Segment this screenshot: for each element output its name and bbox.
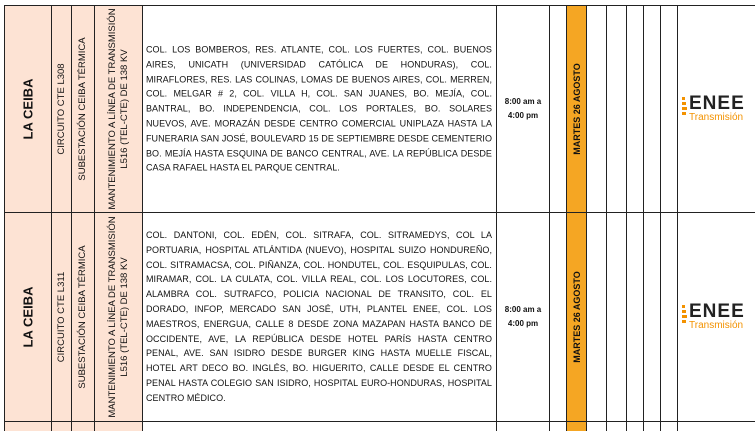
blank-cell bbox=[660, 5, 677, 212]
addresses-cell bbox=[142, 212, 496, 421]
enee-logo-icon bbox=[682, 97, 687, 115]
blank-cell bbox=[586, 5, 606, 212]
blank-cell bbox=[643, 421, 660, 431]
enee-logo-icon bbox=[682, 305, 687, 323]
substation-cell bbox=[71, 212, 94, 421]
time-end: 4:00 pm bbox=[507, 111, 539, 120]
maintenance-label bbox=[107, 8, 131, 209]
time-cell bbox=[496, 212, 549, 421]
outage-row-1 bbox=[0, 5, 755, 212]
date-cell bbox=[566, 212, 586, 421]
maintenance-line-2: L516 (TEL-CTE) DE 138 KV bbox=[118, 49, 130, 169]
logo-cell bbox=[677, 5, 755, 212]
maintenance-cell bbox=[94, 421, 142, 431]
blank-cell bbox=[660, 212, 677, 421]
blank-cell bbox=[586, 212, 606, 421]
logo-subtitle: Transmisión bbox=[689, 112, 744, 123]
substation-cell bbox=[71, 5, 94, 212]
blank-cell bbox=[606, 421, 626, 431]
city-cell bbox=[4, 212, 51, 421]
logo-name: ENEE bbox=[689, 301, 745, 322]
outage-row-2 bbox=[0, 212, 755, 421]
blank-cell bbox=[586, 421, 606, 431]
time-start: 8:00 am a bbox=[504, 97, 542, 106]
maintenance-line-1: MANTENIMIENTO A LÍNEA DE TRANSMISIÓN bbox=[106, 216, 118, 418]
outage-row-3-partial bbox=[0, 421, 755, 431]
time-end: 4:00 pm bbox=[507, 319, 539, 328]
time-start: 8:00 am a bbox=[504, 305, 542, 314]
blank-cell bbox=[643, 212, 660, 421]
substation-cell bbox=[71, 421, 94, 431]
circuit-cell bbox=[51, 421, 71, 431]
maintenance-cell bbox=[94, 212, 142, 421]
substation-label: SUBESTACIÓN CEIBA TÉRMICA bbox=[77, 37, 88, 181]
city-label: LA CEIBA bbox=[20, 286, 36, 348]
enee-logo bbox=[682, 94, 755, 124]
time-range bbox=[497, 95, 549, 123]
maintenance-label bbox=[107, 216, 131, 417]
time-range bbox=[497, 303, 549, 331]
city-cell bbox=[4, 5, 51, 212]
date-cell bbox=[566, 421, 586, 431]
blank-cell bbox=[549, 212, 566, 421]
date-label: MARTES 26 AGOSTO bbox=[571, 63, 582, 155]
maintenance-line-2: L516 (TEL-CTE) DE 138 KV bbox=[118, 257, 130, 377]
blank-cell bbox=[549, 421, 566, 431]
affected-areas-text: COL. LOS BOMBEROS, RES. ATLANTE, COL. LOS FUERTES, COL. BUENOS AIRES, UNICATH (UNIVERSIDAD CATÓLICA DE HONDURAS), COL. MIRAFLORES, RES. LAS COLINAS, LOMAS DE BUENOS AIRES, COL. MERREN, COL. MELGAR # 2, COL. VILLA H, COL. SAN JUANES, BO. MEJÍA, COL. BANTRAL, BO. INDEPENDENCIA, COL. LOS PORTALES, BO. SOLARES NUEVOS, AVE. MORAZÁN DESDE CENTRO COMERCIAL UNIPLAZA HASTA LA FUNERARIA SAN JOSÉ, BOULEVARD 15 DE SEPTIEMBRE DESDE CEMENTERIO BO. MEJÍA HASTA ESQUINA DE BANCO CENTRAL, AVE. LA REPÚBLICA DESDE CASA RAFAEL HASTA EL PARQUE CENTRAL. bbox=[146, 44, 492, 173]
circuit-cell bbox=[51, 212, 71, 421]
maintenance-cell bbox=[94, 5, 142, 212]
logo-subtitle: Transmisión bbox=[689, 320, 744, 331]
blank-cell bbox=[606, 212, 626, 421]
enee-logo bbox=[682, 302, 755, 332]
time-cell bbox=[496, 5, 549, 212]
blank-cell bbox=[606, 5, 626, 212]
logo-cell bbox=[677, 421, 755, 431]
affected-areas-text: COL. DANTONI, COL. EDÉN, COL. SITRAFA, COL. SITRAMEDYS, COL LA PORTUARIA, HOSPITAL ATLÁNTIDA (NUEVO), HOSPITAL SUIZO HONDUREÑO, COL. SITRAMACSA, COL. PIÑANZA, COL. HONDUTEL, COL. ESQUIPULAS, COL. MIRAMAR, COL. LA CULATA, COL. VILLA REAL, COL. LOS LOCUTORES, COL. ALAMBRA COL. SUTRAFCO, POLICIA NACIONAL DE TRANSITO, COL. EL DORADO, INFOP, MERCADO SAN JOSÉ, UTH, PLANTEL ENEE, COL. LOS MAESTROS, ENERGUA, CALLE 8 DESDE ZONA MAZAPAN HASTA BANCO DE OCCIDENTE, AVE, LA REPÚBLICA DESDE HOTEL PARÍS HASTA CENTRO PENAL, AVE. SAN ISIDRO DESDE BURGER KING HASTA MUELLE FISCAL, HOTEL ART DECO BO. INGLÉS, BO. HIGUERITO, CALLE DESDE EL CENTRO PENAL HASTA COLEGIO SAN ISIDRO, HOSPITAL EURO-HONDURAS, HOSPITAL CENTRO MÉDICO. bbox=[146, 230, 492, 403]
blank-cell bbox=[626, 212, 643, 421]
maintenance-line-1: MANTENIMIENTO A LÍNEA DE TRANSMISIÓN bbox=[106, 8, 118, 210]
circuit-cell bbox=[51, 5, 71, 212]
logo-cell bbox=[677, 212, 755, 421]
city-label: LA CEIBA bbox=[20, 78, 36, 140]
circuit-label: CIRCUITO CTE L311 bbox=[55, 271, 67, 363]
logo-name: ENEE bbox=[689, 93, 745, 114]
blank-cell bbox=[660, 421, 677, 431]
blank-cell bbox=[626, 5, 643, 212]
addresses-cell bbox=[142, 5, 496, 212]
blank-cell bbox=[643, 5, 660, 212]
circuit-label: CIRCUITO CTE L308 bbox=[55, 63, 67, 155]
date-label: MARTES 26 AGOSTO bbox=[571, 271, 582, 363]
time-cell bbox=[496, 421, 549, 431]
city-cell bbox=[4, 421, 51, 431]
date-cell bbox=[566, 5, 586, 212]
addresses-cell bbox=[142, 421, 496, 431]
substation-label: SUBESTACIÓN CEIBA TÉRMICA bbox=[77, 245, 88, 389]
blank-cell bbox=[626, 421, 643, 431]
blank-cell bbox=[549, 5, 566, 212]
